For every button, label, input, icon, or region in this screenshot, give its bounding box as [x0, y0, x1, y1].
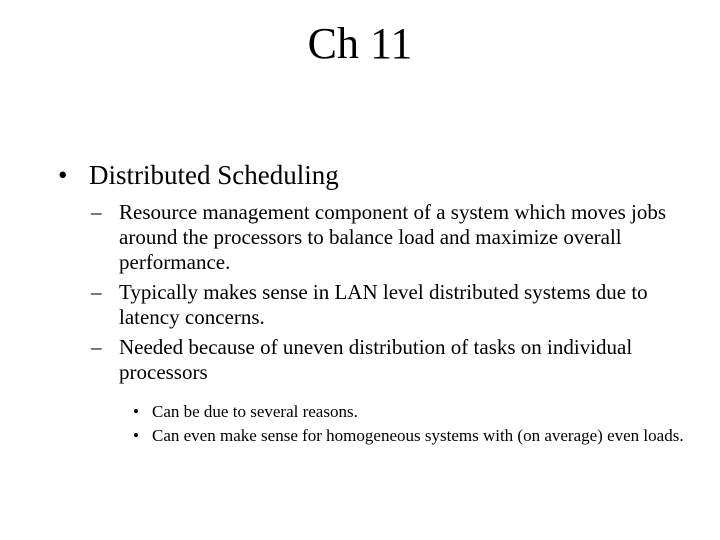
sub-bullet-text: Resource management component of a system which moves jobs around the processors to balance load and maximize overall performance. — [119, 200, 667, 274]
sub-sub-bullet-text: Can even make sense for homogeneous systems with (on average) even loads. — [152, 426, 684, 445]
sub-bullet-text: Needed because of uneven distribution of tasks on individual processors — [119, 335, 633, 384]
sub-sub-bullet-text: Can be due to several reasons. — [152, 402, 358, 421]
dash-icon: – — [91, 200, 102, 224]
sub-bullet — [91, 280, 688, 330]
sub-sub-bullet — [133, 425, 688, 447]
dash-icon: – — [91, 335, 102, 359]
sub-sub-bullet-list — [133, 401, 688, 447]
sub-bullet-list — [91, 200, 688, 447]
bullet-icon: • — [133, 426, 139, 445]
slide-title: Ch 11 — [307, 19, 413, 68]
sub-bullet-text: Typically makes sense in LAN level distributed systems due to latency concerns. — [119, 280, 648, 329]
slide-body — [58, 160, 688, 449]
sub-bullet — [91, 335, 688, 385]
main-bullet — [58, 160, 688, 191]
sub-bullet — [91, 200, 688, 275]
bullet-icon: • — [133, 402, 139, 421]
sub-sub-bullet — [133, 401, 688, 423]
main-bullet-text: Distributed Scheduling — [89, 160, 339, 190]
bullet-icon: • — [58, 160, 68, 190]
dash-icon: – — [91, 280, 102, 304]
